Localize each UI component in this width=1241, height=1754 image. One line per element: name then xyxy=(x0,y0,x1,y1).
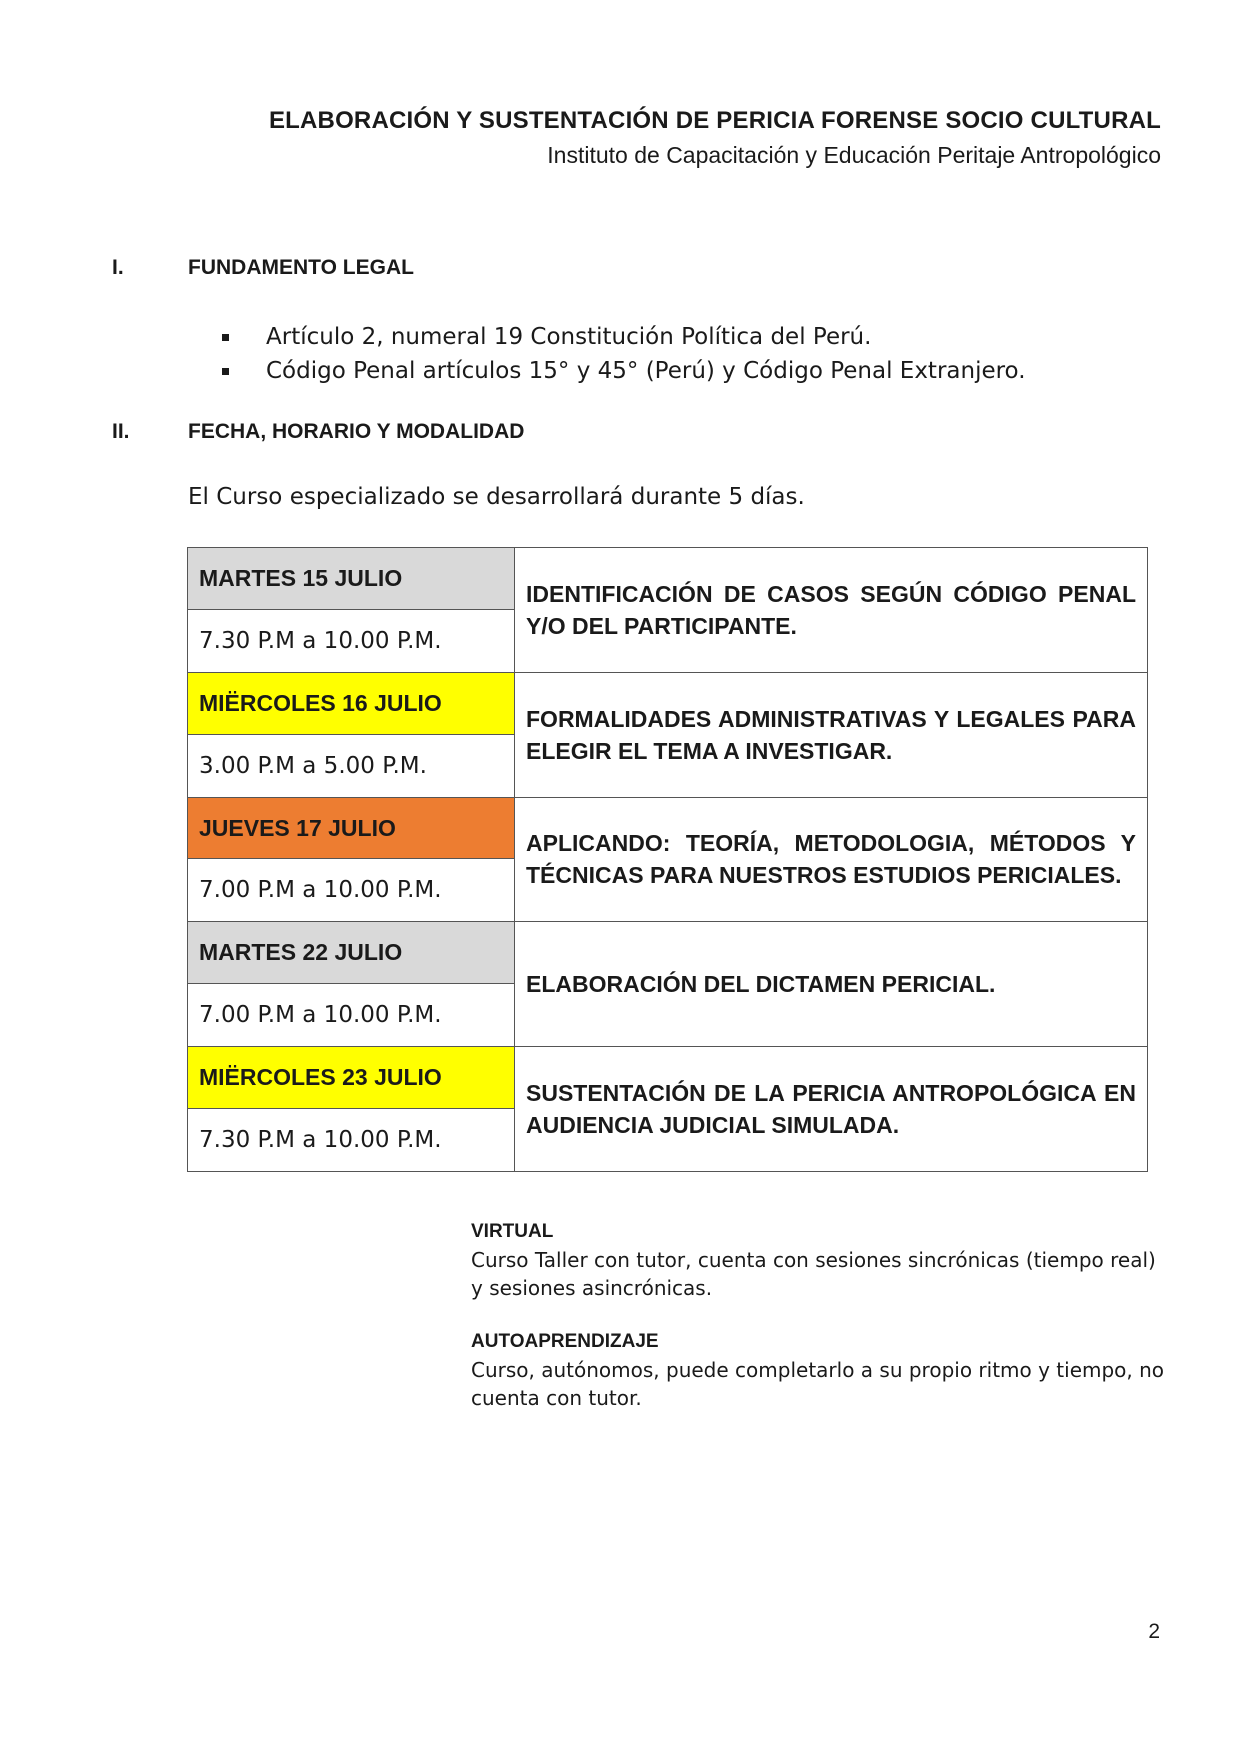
section-heading-legal xyxy=(112,256,414,280)
schedule-day-cell: MARTES 15 JULIO xyxy=(188,548,515,610)
modality-label: VIRTUAL xyxy=(471,1221,554,1242)
table-row xyxy=(188,1047,1148,1109)
list-item: Artículo 2, numeral 19 Constitución Política del Perú. xyxy=(222,320,1026,354)
table-row xyxy=(188,797,1148,859)
schedule-day-cell: MIËRCOLES 23 JULIO xyxy=(188,1047,515,1109)
schedule-topic-cell: APLICANDO: TEORÍA, METODOLOGIA, MÉTODOS Y TÉCNICAS PARA NUESTROS ESTUDIOS PERICIALES. xyxy=(515,797,1148,922)
modality-description: Curso Taller con tutor, cuenta con sesiones sincrónicas (tiempo real) y sesiones asincrónicas. xyxy=(471,1248,1156,1300)
list-item: Código Penal artículos 15° y 45° (Perú) y Código Penal Extranjero. xyxy=(222,354,1026,388)
schedule-time-cell: 7.00 P.M a 10.00 P.M. xyxy=(188,984,515,1047)
schedule-day-cell: MIËRCOLES 16 JULIO xyxy=(188,672,515,734)
modality-virtual xyxy=(471,1218,1171,1302)
legal-bullet-list xyxy=(222,320,1026,388)
page-number: 2 xyxy=(1148,1620,1160,1643)
schedule-day-cell: JUEVES 17 JULIO xyxy=(188,797,515,859)
section-number: II. xyxy=(112,420,130,443)
schedule-time-cell: 7.30 P.M a 10.00 P.M. xyxy=(188,1109,515,1172)
table-row xyxy=(188,922,1148,984)
modality-description: Curso, autónomos, puede completarlo a su propio ritmo y tiempo, no cuenta con tutor. xyxy=(471,1358,1165,1410)
course-intro-text: El Curso especializado se desarrollará durante 5 días. xyxy=(188,484,805,510)
document-title: ELABORACIÓN Y SUSTENTACIÓN DE PERICIA FORENSE SOCIO CULTURAL xyxy=(268,107,1161,134)
schedule-time-cell: 3.00 P.M a 5.00 P.M. xyxy=(188,734,515,797)
modality-label: AUTOAPRENDIZAJE xyxy=(471,1331,659,1352)
document-header xyxy=(269,104,1161,172)
schedule-table xyxy=(187,547,1148,1172)
schedule-topic-cell: ELABORACIÓN DEL DICTAMEN PERICIAL. xyxy=(515,922,1148,1047)
schedule-topic-cell: SUSTENTACIÓN DE LA PERICIA ANTROPOLÓGICA EN AUDIENCIA JUDICIAL SIMULADA. xyxy=(515,1047,1148,1172)
schedule-topic-cell: IDENTIFICACIÓN DE CASOS SEGÚN CÓDIGO PENAL Y/O DEL PARTICIPANTE. xyxy=(515,548,1148,673)
section-heading-schedule xyxy=(112,420,524,444)
schedule-topic-cell: FORMALIDADES ADMINISTRATIVAS Y LEGALES PARA ELEGIR EL TEMA A INVESTIGAR. xyxy=(515,672,1148,797)
document-subtitle: Instituto de Capacitación y Educación Peritaje Antropológico xyxy=(547,142,1161,168)
schedule-time-cell: 7.30 P.M a 10.00 P.M. xyxy=(188,609,515,672)
modality-autoaprendizaje xyxy=(471,1328,1171,1412)
section-number: I. xyxy=(112,256,124,279)
section-title: FUNDAMENTO LEGAL xyxy=(188,256,414,279)
table-row xyxy=(188,548,1148,610)
schedule-day-cell: MARTES 22 JULIO xyxy=(188,922,515,984)
table-row xyxy=(188,672,1148,734)
schedule-time-cell: 7.00 P.M a 10.00 P.M. xyxy=(188,859,515,922)
section-title: FECHA, HORARIO Y MODALIDAD xyxy=(188,420,525,443)
